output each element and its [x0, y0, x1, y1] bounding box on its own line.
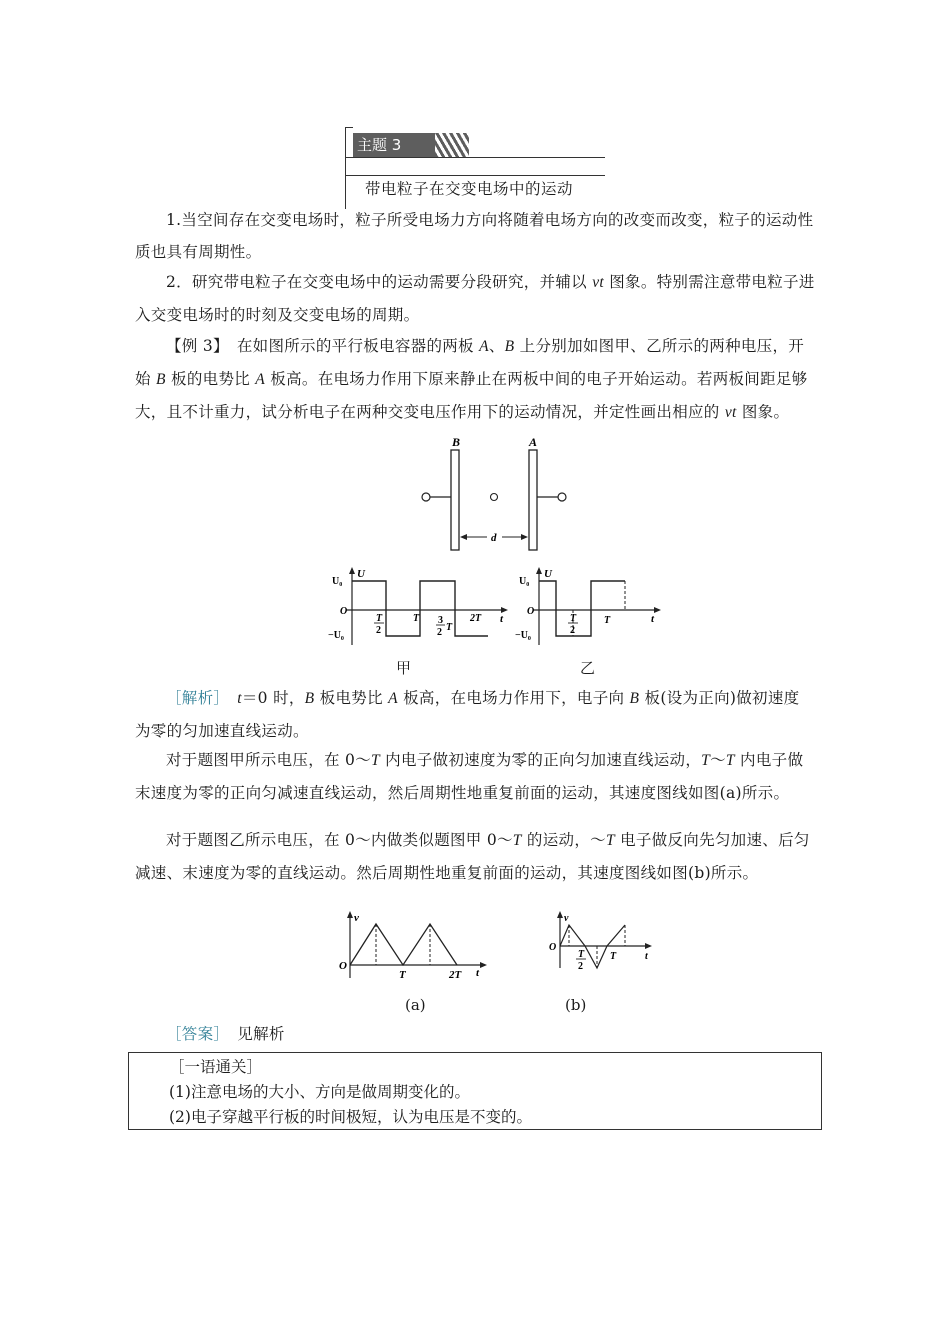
- tick-three-den: 2: [437, 627, 442, 638]
- t-axis-label-a: t: [476, 967, 480, 979]
- example-var-a2: A: [255, 371, 266, 388]
- tick-half-num-b: T: [578, 949, 585, 960]
- velocity-graph-b: [545, 908, 660, 983]
- tick-t: T: [413, 613, 420, 624]
- analysis-p1-c: 板高，在电场力作用下，电子向: [397, 689, 630, 707]
- analysis-p1-a: ＝0 时，: [241, 689, 305, 707]
- answer-text: 见解析: [237, 1025, 285, 1043]
- analysis-paragraph-1: [135, 682, 815, 747]
- velocity-graph-a: [335, 908, 495, 983]
- tick-t-yi: T: [604, 615, 611, 626]
- plate-a-label: A: [529, 435, 538, 449]
- answer-label: ［答案］: [166, 1025, 222, 1043]
- electron: [491, 494, 498, 501]
- analysis-p2-d: 内电子做末速度为零的正向匀减速直线运动，然后周期性地重复前面的运动，其速度图线如图(a)所示。: [135, 751, 804, 802]
- analysis-p1-var-a: A: [388, 690, 398, 707]
- point-1-text: 当空间存在交变电场时，粒子所受电场力方向将随着电场方向的改变而改变，粒子的运动性质也具有周期性。: [135, 211, 814, 261]
- voltage-graph-yi: [517, 565, 667, 655]
- analysis-p2-b: 内电子做初速度为零的正向匀加速直线运动，: [379, 751, 702, 769]
- topic-frame-left: [345, 127, 346, 209]
- topic-divider-thin: [345, 175, 605, 176]
- answer: [135, 1018, 815, 1050]
- point-1-number: 1.: [166, 211, 182, 229]
- topic-tag: 主题 3: [353, 133, 437, 157]
- plate-b-label: B: [452, 435, 461, 449]
- point-2-text-a: 研究带电粒子在交变电场中的运动需要分段研究，并辅以: [191, 273, 593, 291]
- analysis-label: ［解析］: [166, 689, 222, 707]
- analysis-paragraph-3: [135, 824, 815, 889]
- tick-half-num: T: [376, 613, 383, 624]
- point-1: [135, 204, 815, 268]
- origin-label-b: O: [549, 942, 557, 953]
- example-text-1: 在如图所示的平行板电容器的两板: [221, 337, 480, 355]
- tick-half-den-yi: 2: [570, 625, 575, 636]
- v-axis-label-a: v: [354, 912, 359, 924]
- tick-three-t: T: [446, 622, 453, 633]
- summary-title: ［一语通关］: [169, 1058, 263, 1076]
- t-axis-label-yi: t: [651, 613, 655, 625]
- tick-three-num: 3: [438, 615, 443, 626]
- topic-header: [345, 127, 605, 209]
- velocity-line-a: [350, 924, 457, 965]
- example-text-4: 板的电势比: [165, 370, 256, 388]
- neg-u0-label-yi: −U₀: [515, 630, 531, 641]
- t-axis-label-b: t: [645, 951, 648, 962]
- plate-a: [529, 450, 537, 550]
- example-label: 【例 3】: [166, 337, 222, 355]
- caption-b: (b): [565, 996, 587, 1014]
- point-2-text-b: 图象。特别需注意带电粒子进入交变电场时的时刻及交变电场的周期。: [135, 273, 815, 324]
- analysis-p1-b: 板电势比: [314, 689, 389, 707]
- origin-label-a: O: [339, 960, 347, 972]
- analysis-p2-t1: T: [371, 752, 380, 769]
- origin-label: O: [340, 606, 348, 617]
- tick-2t: 2T: [470, 613, 482, 624]
- example-var-b: B: [504, 338, 515, 355]
- u0-label: U₀: [332, 576, 343, 587]
- example-var-vt: vt: [724, 404, 737, 421]
- analysis-paragraph-2: [135, 744, 815, 809]
- analysis-p3-b: 的运动，～: [521, 831, 606, 849]
- topic-title: 带电粒子在交变电场中的运动: [365, 180, 574, 198]
- analysis-p2-a: 对于题图甲所示电压，在 0～: [166, 751, 371, 769]
- analysis-p3-t: T: [512, 832, 522, 849]
- summary-box: [128, 1052, 822, 1130]
- tick-half-den-b: 2: [578, 961, 583, 972]
- analysis-p1-var-b2: B: [629, 690, 640, 707]
- tick-2t-a: 2T: [449, 969, 462, 981]
- example-var-b2: B: [156, 371, 166, 388]
- point-2-var: vt: [592, 274, 604, 291]
- analysis-p2-c: ～: [710, 751, 726, 769]
- summary-item-1: (1)注意电场的大小、方向是做周期变化的。: [169, 1083, 470, 1101]
- u0-label-yi: U₀: [519, 576, 530, 587]
- square-wave-yi: [539, 581, 625, 636]
- analysis-p2-t2: T: [701, 752, 711, 769]
- neg-u0-label: −U₀: [328, 630, 344, 641]
- analysis-p3-c: 电子做反向先匀加速、后匀减速、末速度为零的直线运动。然后周期性地重复前面的运动，其速度图线如图(b)所示。: [135, 831, 810, 882]
- example-text-6: 图象。: [736, 403, 790, 421]
- example-text-5: 板高。在电场力作用下原来静止在两板中间的电子开始运动。若两板间距足够大，且不计重力，试分析电子在两种交变电压作用下的运动情况，并定性画出相应的: [135, 370, 808, 421]
- tick-half-num-yi: T: [570, 613, 577, 624]
- tick-t-a: T: [399, 969, 406, 981]
- v-axis-label-b: v: [564, 913, 569, 924]
- topic-frame-tick: [345, 127, 353, 128]
- topic-stripes-decoration: [435, 133, 469, 157]
- u-axis-label-yi: U: [544, 568, 552, 580]
- example-3: [135, 330, 815, 429]
- analysis-p3-a: 对于题图乙所示电压，在 0～内做类似题图甲 0～: [166, 831, 513, 849]
- caption-jia: 甲: [396, 659, 412, 677]
- origin-label-yi: O: [527, 606, 535, 617]
- plate-b: [451, 450, 459, 550]
- terminal-b: [422, 493, 430, 501]
- t-axis-label: t: [500, 613, 504, 625]
- analysis-p1-var-b: B: [304, 690, 315, 707]
- topic-divider: [345, 157, 605, 158]
- voltage-graph-jia: [330, 565, 510, 655]
- point-2: [135, 266, 815, 331]
- example-var-a: A: [479, 338, 489, 355]
- gap-label: d: [491, 532, 497, 544]
- analysis-p3-t2: T: [605, 832, 615, 849]
- summary-item-2: (2)电子穿越平行板的时间极短，认为电压是不变的。: [169, 1108, 532, 1126]
- point-2-number: 2．: [166, 273, 192, 291]
- analysis-p2-t3: T: [725, 752, 735, 769]
- analysis-p1-d: 板(设为正向)做初速度为零的匀加速直线运动。: [135, 689, 800, 740]
- tick-t-b: T: [610, 951, 617, 962]
- example-text-3: 上分别加如图甲、乙所示的两种电压，开始: [135, 337, 805, 388]
- example-text-2: 、: [488, 337, 505, 355]
- capacitor-figure: [410, 430, 580, 555]
- caption-a: (a): [405, 996, 426, 1014]
- tick-half-den: 2: [376, 625, 381, 636]
- u-axis-label: U: [357, 568, 365, 580]
- analysis-var-t: t: [237, 690, 242, 707]
- terminal-a: [558, 493, 566, 501]
- caption-yi: 乙: [580, 659, 596, 677]
